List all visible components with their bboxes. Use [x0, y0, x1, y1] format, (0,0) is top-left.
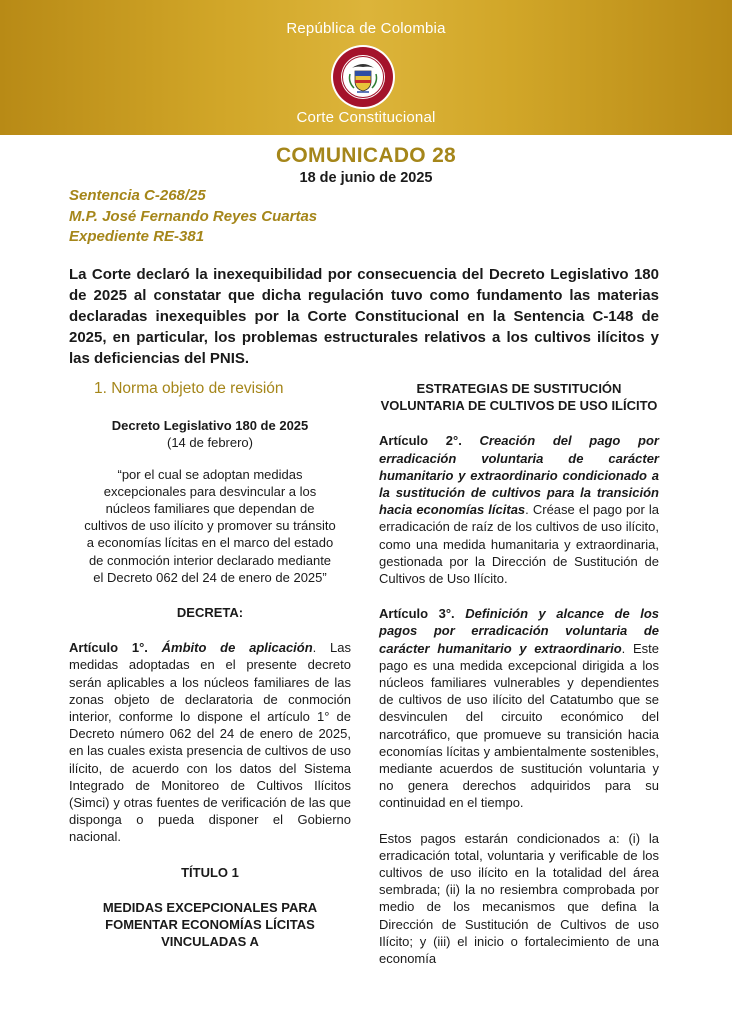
- article-3: [379, 605, 659, 811]
- republic-label: República de Colombia: [286, 20, 446, 37]
- section-heading: 1. Norma objeto de revisión: [94, 380, 284, 397]
- sentencia-label: Sentencia C-268/25: [69, 187, 206, 204]
- colombian-coat-of-arms-icon: [330, 44, 396, 110]
- article-1: [69, 639, 351, 845]
- titulo-name: MEDIDAS EXCEPCIONALES PARA FOMENTAR ECONOMÍAS LÍCITAS VINCULADAS A: [102, 899, 318, 950]
- summary-paragraph: La Corte declaró la inexequibilidad por consecuencia del Decreto Legislativo 180 de 2025 al constatar que dicha regulación tuvo como fundamento las materias declaradas inexequibles por la Corte Constitucional en la Sentencia C-148 de 2025, en particular, los problemas estructurales relativos a los cultivos ilícitos y las deficiencias del PNIS.: [69, 266, 659, 367]
- conditions-paragraph: Estos pagos estarán condicionados a: (i) la erradicación total, voluntaria y verificable de los cultivos de uso ilícito en la totalidad del área sembrada; (ii) la no resiembra comprobada por medio de los mecanismos que defina la Dirección de Sustitución de Cultivos de uso Ilícito; y (iii) el inicio o fortalecimiento de una economía: [379, 830, 659, 967]
- article-2-label: Artículo 2°.: [379, 433, 480, 449]
- article-3-label: Artículo 3°.: [379, 606, 466, 622]
- decree-quote: “por el cual se adoptan medidas excepcionales para desvincular a los núcleos familiares que dependan de cultivos de uso ilícito y promover su tránsito a economías lícitas en el marco del estado de conmoción interior declarado mediante el Decreto 062 del 24 de enero de 2025”: [84, 466, 336, 585]
- decree-date: (14 de febrero): [167, 435, 253, 451]
- article-2-text: . Créase el pago por la erradicación de raíz de los cultivos de uso ilícito, como una medida humanitaria y extraordinaria, gestionada por la Dirección de Sustitución de Cultivos de Uso Ilícito.: [379, 502, 660, 587]
- strategy-heading: ESTRATEGIAS DE SUSTITUCIÓN VOLUNTARIA DE CULTIVOS DE USO ILÍCITO: [380, 381, 658, 414]
- article-3-text: . Este pago es una medida excepcional dirigida a los núcleos familiares vulnerables y dependientes de cultivos de uso ilícito del Catatumbo que se desvinculen del circuito económico del narcotráfico, que promueve su transición hacia economías lícitas y ambientalmente sostenibles, mediante acuerdos de sustitución voluntaria y no genera derechos adquiridos para su continuidad en el tiempo.: [379, 640, 659, 811]
- article-1-title: Ámbito de aplicación: [161, 640, 313, 656]
- left-column: [69, 380, 351, 950]
- comunicado-title: COMUNICADO 28: [275, 144, 457, 167]
- article-1-text: . Las medidas adoptadas en el presente decreto serán aplicables a los núcleos familiares de las zonas objeto de declaratoria de conmoción interior, conforme lo dispone el artículo 1° de Decreto número 062 del 24 de enero de 2025, en las cuales exista presencia de cultivos de uso ilícito, de acuerdo con los datos del Sistema Integrado de Monitoreo de Cultivos Ilícitos (Simci) y otras fuentes de verificación de las que disponga o pueda disponer el Gobierno nacional.: [69, 640, 351, 845]
- header-banner: [0, 0, 732, 135]
- comunicado-date: 18 de junio de 2025: [299, 170, 433, 186]
- title-block: [0, 144, 732, 186]
- decreta-label: DECRETA:: [176, 605, 244, 621]
- titulo-label: TÍTULO 1: [181, 864, 239, 880]
- article-3-title: Definición y alcance de los pagos por erradicación voluntaria de carácter humanitario y extraordinario: [379, 606, 659, 656]
- magistrado-label: M.P. José Fernando Reyes Cuartas: [69, 207, 318, 225]
- decree-title: Decreto Legislativo 180 de 2025: [111, 418, 309, 434]
- case-metadata: [69, 186, 317, 248]
- article-2: [379, 432, 659, 587]
- expediente-label: Expediente RE-381: [69, 228, 205, 245]
- article-2-title: Creación del pago por erradicación voluntaria de carácter humanitario y extraordinario condicionado a la sustitución de cultivos para la transición hacia economías lícitas: [379, 433, 659, 518]
- court-label: Corte Constitucional: [296, 109, 436, 126]
- article-1-label: Artículo 1°.: [69, 640, 162, 656]
- right-column: [379, 380, 659, 967]
